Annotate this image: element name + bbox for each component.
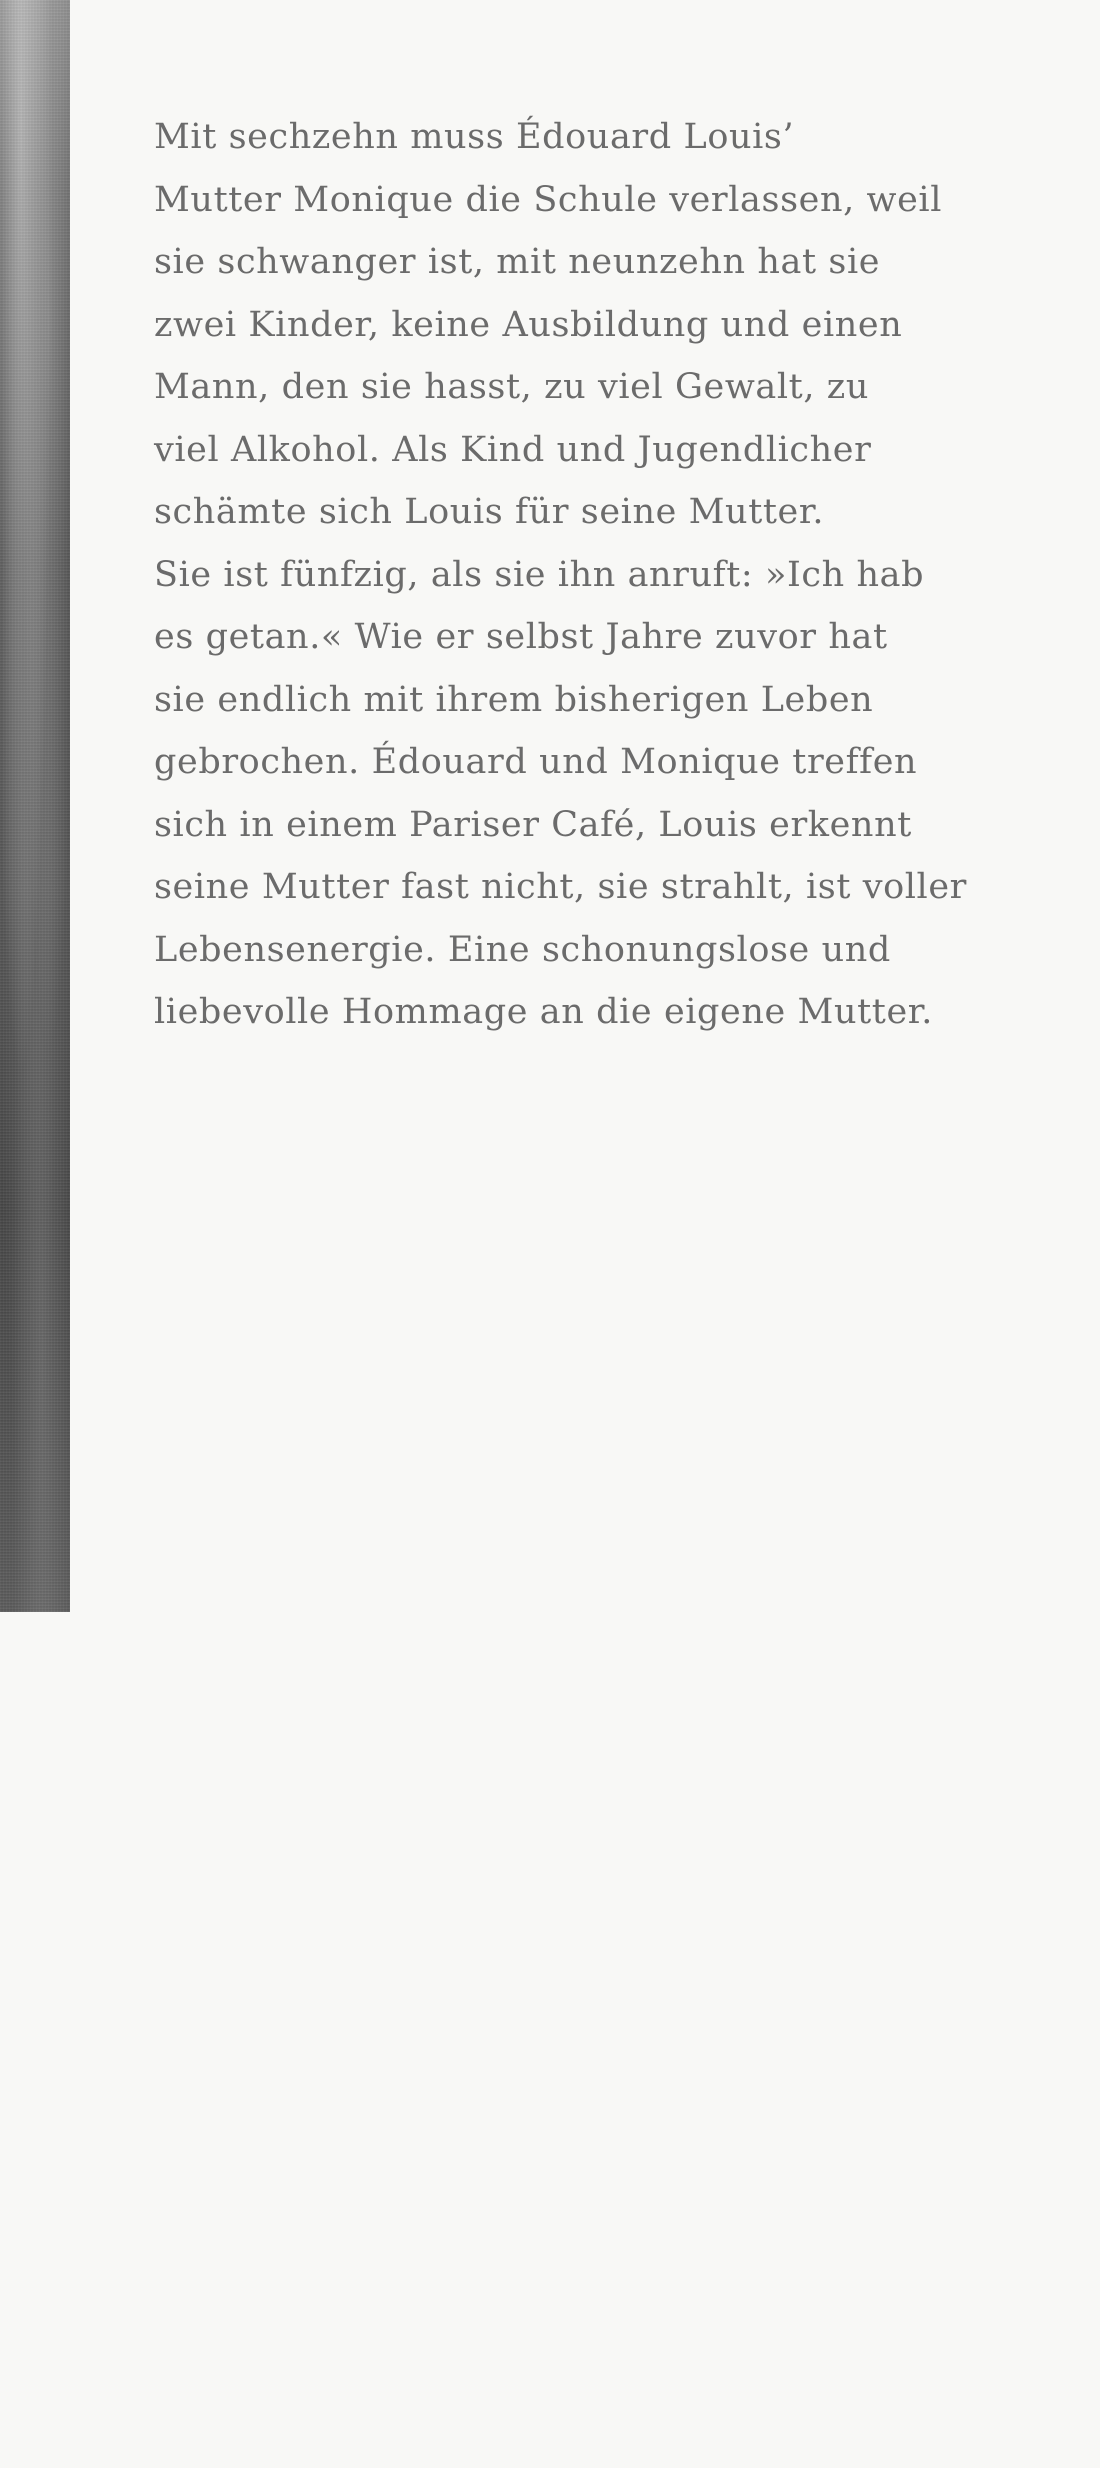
blurb-line: Mann, den sie hasst, zu viel Gewalt, zu — [154, 367, 869, 407]
blurb-line: viel Alkohol. Als Kind und Jugendlicher — [154, 429, 872, 470]
cover-photo-strip — [0, 0, 70, 1612]
blurb-line: sich in einem Pariser Café, Louis erkennt — [154, 804, 912, 845]
blurb-line: seine Mutter fast nicht, sie strahlt, ist voller — [154, 867, 967, 907]
blurb-line: Lebensenergie. Eine schonungslose und — [154, 929, 891, 970]
blurb-line: es getan.« Wie er selbst Jahre zuvor hat — [154, 617, 888, 657]
blurb-line: schämte sich Louis für seine Mutter. — [154, 492, 825, 532]
blurb-line: Sie ist fünfzig, als sie ihn anruft: »Ich hab — [154, 554, 925, 595]
book-blurb — [154, 106, 1000, 1044]
blurb-line: gebrochen. Édouard und Monique treffen — [154, 742, 918, 782]
photo-grain — [0, 0, 70, 1612]
blurb-line: Mutter Monique die Schule verlassen, weil — [154, 179, 943, 220]
blurb-line: Mit sechzehn muss Édouard Louis’ — [154, 117, 795, 157]
blurb-line: liebevolle Hommage an die eigene Mutter. — [154, 992, 933, 1032]
blurb-line: sie schwanger ist, mit neunzehn hat sie — [154, 242, 881, 282]
blurb-line: sie endlich mit ihrem bisherigen Leben — [154, 679, 874, 720]
blurb-line: zwei Kinder, keine Ausbildung und einen — [154, 304, 903, 345]
